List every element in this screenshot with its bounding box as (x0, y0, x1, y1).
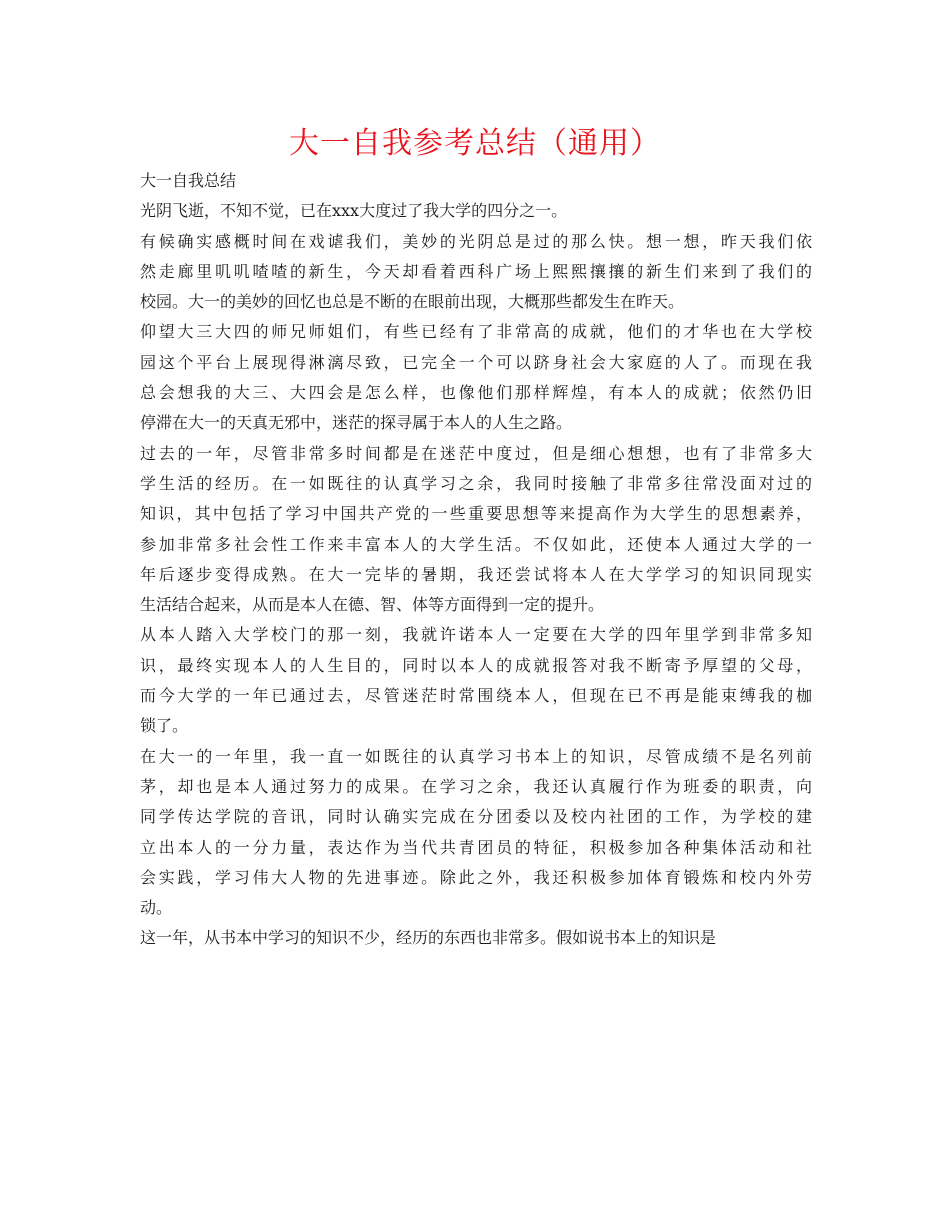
text-line: 有候确实感概时间在戏谑我们，美妙的光阴总是过的那么快。想一想，昨天我们依 (140, 231, 812, 251)
text-line: 知识，其中包括了学习中国共产党的一些重要思想等来提高作为大学生的思想素养， (140, 504, 812, 524)
text-line: 园这个平台上展现得淋漓尽致，已完全一个可以跻身社会大家庭的人了。而现在我 (140, 352, 812, 372)
text-line: 生活结合起来，从而是本人在德、智、体等方面得到一定的提升。 (140, 595, 605, 615)
text-line: 校园。大一的美妙的回忆也总是不断的在眼前出现，大概那些都发生在昨天。 (140, 292, 685, 312)
text-line: 总会想我的大三、大四会是怎么样，也像他们那样辉煌，有本人的成就；依然仍旧 (140, 383, 812, 403)
text-line: 然走廊里叽叽喳喳的新生，今天却看着西科广场上熙熙攘攘的新生们来到了我们的 (140, 261, 812, 281)
text-line: 年后逐步变得成熟。在大一完毕的暑期，我还尝试将本人在大学学习的知识同现实 (140, 564, 812, 584)
text-line: 从本人踏入大学校门的那一刻，我就许诺本人一定要在大学的四年里学到非常多知 (140, 625, 812, 645)
text-line: 学生活的经历。在一如既往的认真学习之余，我同时接触了非常多往常没面对过的 (140, 473, 812, 493)
text-line: 大一自我总结 (140, 171, 237, 190)
text-line: 动。 (140, 898, 173, 918)
text-line: 停滞在大一的天真无邪中，迷茫的探寻属于本人的人生之路。 (140, 413, 573, 433)
text-line: 而今大学的一年已通过去，尽管迷茫时常围绕本人，但现在已不再是能束缚我的枷 (140, 686, 812, 706)
text-line: 光阴飞逝，不知不觉，已在xxx大度过了我大学的四分之一。 (140, 201, 568, 221)
text-line: 会实践，学习伟大人物的先进事迹。除此之外，我还积极参加体育锻炼和校内外劳 (140, 867, 812, 887)
text-line: 茅，却也是本人通过努力的成果。在学习之余，我还认真履行作为班委的职责，向 (140, 776, 812, 796)
document-body (140, 166, 812, 954)
text-line: 参加非常多社会性工作来丰富本人的大学生活。不仅如此，还使本人通过大学的一 (140, 534, 812, 554)
document-title: 大一自我参考总结（通用） (289, 126, 661, 161)
text-line: 仰望大三大四的师兄师姐们，有些已经有了非常高的成就，他们的才华也在大学校 (140, 322, 812, 342)
text-line: 立出本人的一分力量，表达作为当代共青团员的特征，积极参加各种集体活动和社 (140, 837, 812, 857)
text-line: 在大一的一年里，我一直一如既往的认真学习书本上的知识，尽管成绩不是名列前 (140, 746, 812, 766)
text-line: 同学传达学院的音讯，同时认确实完成在分团委以及校内社团的工作，为学校的建 (140, 807, 812, 827)
text-line: 识，最终实现本人的人生目的，同时以本人的成就报答对我不断寄予厚望的父母， (140, 655, 812, 675)
text-line: 这一年，从书本中学习的知识不少，经历的东西也非常多。假如说书本上的知识是 (140, 928, 717, 948)
text-line: 锁了。 (140, 716, 189, 736)
text-line: 过去的一年，尽管非常多时间都是在迷茫中度过，但是细心想想，也有了非常多大 (140, 443, 812, 463)
